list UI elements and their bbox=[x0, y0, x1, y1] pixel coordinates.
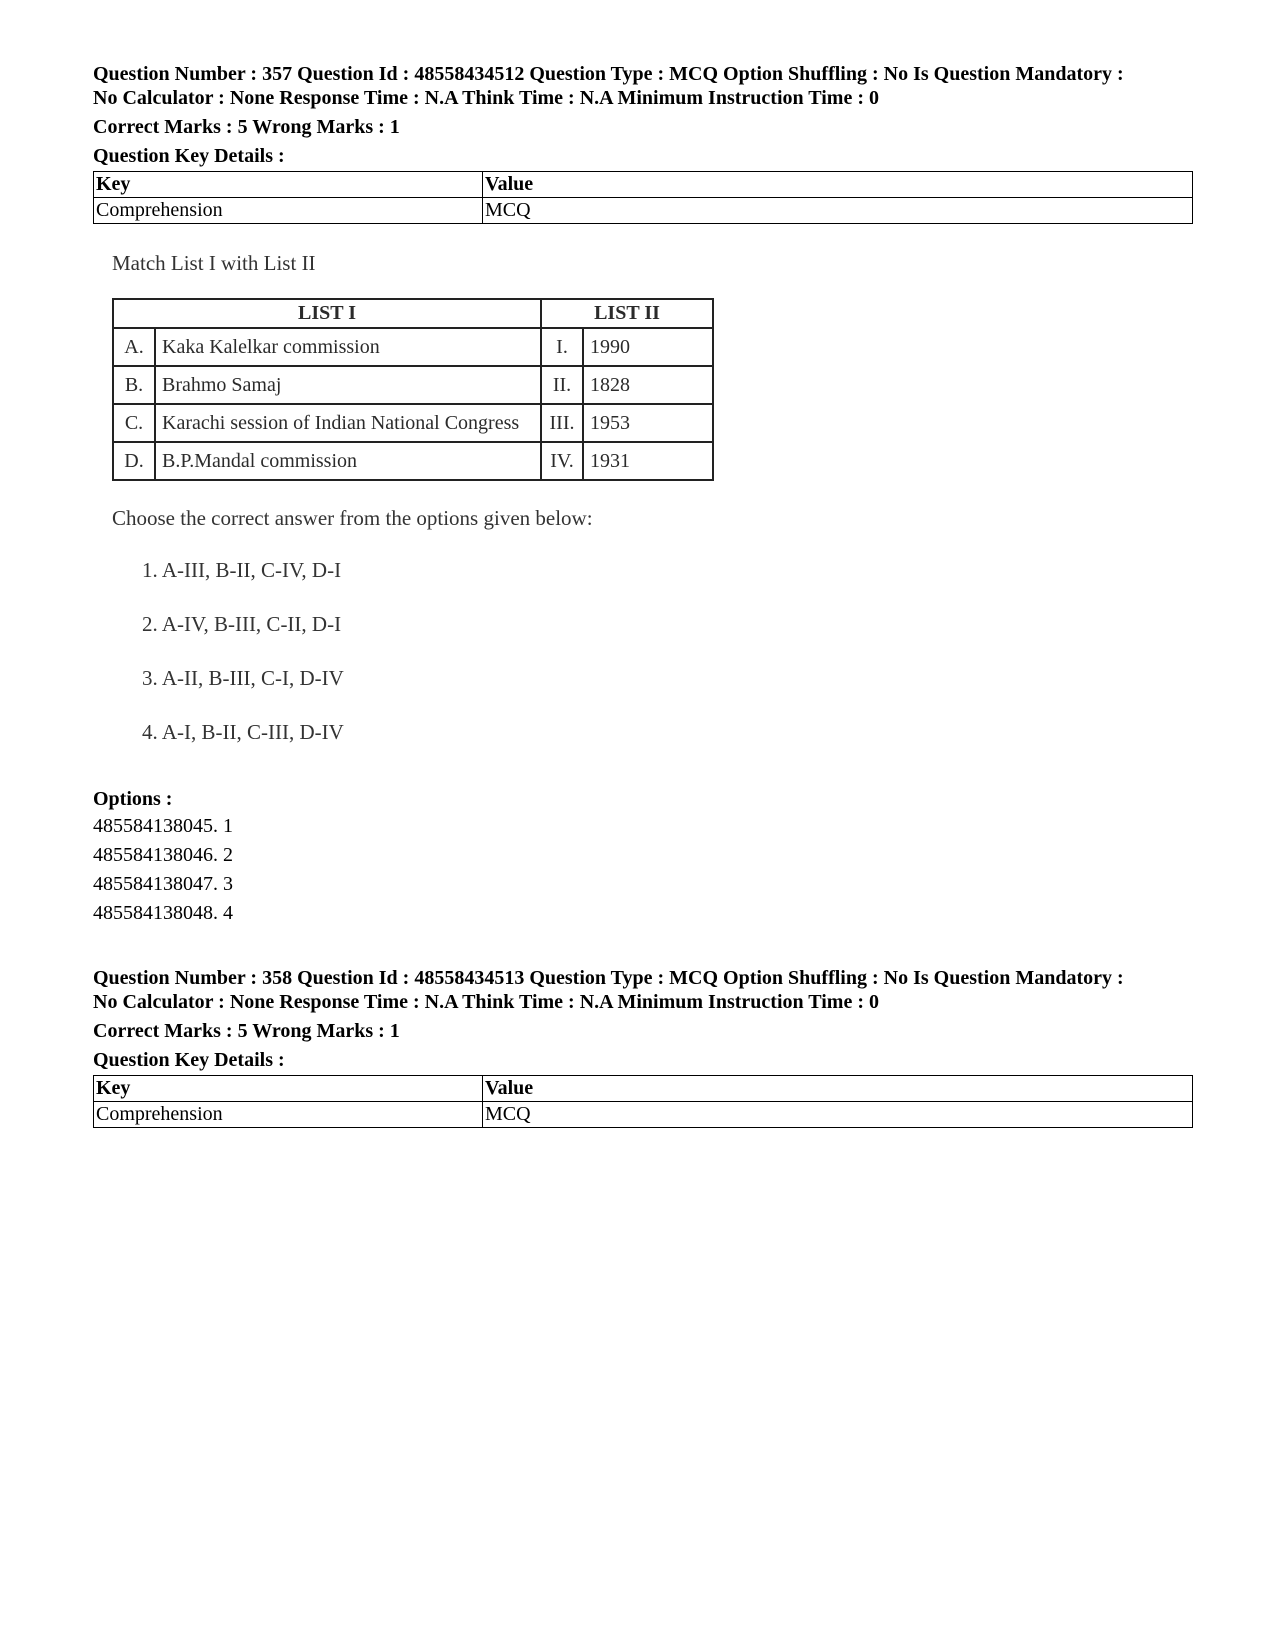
list-2-item: 1953 bbox=[583, 404, 713, 442]
list-1-label: B. bbox=[113, 366, 155, 404]
key-table-row bbox=[94, 198, 1193, 224]
key-table-header-row bbox=[94, 1076, 1193, 1102]
list-2-item: 1828 bbox=[583, 366, 713, 404]
key-details-table bbox=[93, 1075, 1193, 1128]
match-table-row bbox=[113, 442, 713, 480]
match-list-table bbox=[112, 298, 714, 481]
list-2-header: LIST II bbox=[541, 299, 713, 328]
question-meta bbox=[93, 62, 1193, 110]
options-label: Options : bbox=[93, 788, 173, 810]
value-header: Value bbox=[483, 1076, 1193, 1102]
list-1-item: Brahmo Samaj bbox=[155, 366, 541, 404]
match-table-row bbox=[113, 404, 713, 442]
list-2-label: I. bbox=[541, 328, 583, 366]
option-id-row: 485584138047. 3 bbox=[93, 873, 233, 895]
list-1-label: C. bbox=[113, 404, 155, 442]
question-meta-line-2: No Calculator : None Response Time : N.A Think Time : N.A Minimum Instruction Time : 0 bbox=[93, 87, 879, 109]
question-357-header bbox=[93, 62, 1193, 224]
key-header: Key bbox=[94, 1076, 483, 1102]
answer-choice: 3. A-II, B-III, C-I, D-IV bbox=[142, 666, 344, 690]
list-1-label: D. bbox=[113, 442, 155, 480]
list-2-item: 1990 bbox=[583, 328, 713, 366]
question-meta-line-1: Question Number : 357 Question Id : 48558434512 Question Type : MCQ Option Shuffling : No Is Question Mandatory : bbox=[93, 63, 1124, 85]
answer-choice: 4. A-I, B-II, C-III, D-IV bbox=[142, 720, 344, 744]
value-cell: MCQ bbox=[483, 198, 1193, 224]
list-2-label: II. bbox=[541, 366, 583, 404]
option-id-row: 485584138045. 1 bbox=[93, 815, 233, 837]
option-id-row: 485584138046. 2 bbox=[93, 844, 233, 866]
value-cell: MCQ bbox=[483, 1102, 1193, 1128]
value-header: Value bbox=[483, 172, 1193, 198]
question-marks: Correct Marks : 5 Wrong Marks : 1 bbox=[93, 116, 400, 138]
list-2-label: III. bbox=[541, 404, 583, 442]
key-table-row bbox=[94, 1102, 1193, 1128]
match-table-row bbox=[113, 328, 713, 366]
answer-choices-list bbox=[112, 557, 752, 745]
question-meta-line-1: Question Number : 358 Question Id : 48558434513 Question Type : MCQ Option Shuffling : No Is Question Mandatory : bbox=[93, 967, 1124, 989]
key-table-header-row bbox=[94, 172, 1193, 198]
question-357-body bbox=[112, 250, 752, 773]
question-instruction: Match List I with List II bbox=[112, 251, 316, 275]
list-1-item: B.P.Mandal commission bbox=[155, 442, 541, 480]
list-2-label: IV. bbox=[541, 442, 583, 480]
match-table-row bbox=[113, 366, 713, 404]
list-1-item: Karachi session of Indian National Congress bbox=[155, 404, 541, 442]
key-cell: Comprehension bbox=[94, 1102, 483, 1128]
choose-instruction: Choose the correct answer from the options given below: bbox=[112, 506, 593, 530]
question-meta-line-2: No Calculator : None Response Time : N.A Think Time : N.A Minimum Instruction Time : 0 bbox=[93, 991, 879, 1013]
key-header: Key bbox=[94, 172, 483, 198]
list-1-header: LIST I bbox=[113, 299, 541, 328]
list-1-item: Kaka Kalelkar commission bbox=[155, 328, 541, 366]
key-details-table bbox=[93, 171, 1193, 224]
question-meta bbox=[93, 966, 1193, 1014]
question-marks: Correct Marks : 5 Wrong Marks : 1 bbox=[93, 1020, 400, 1042]
option-id-row: 485584138048. 4 bbox=[93, 902, 233, 924]
answer-choice: 2. A-IV, B-III, C-II, D-I bbox=[142, 612, 342, 636]
key-cell: Comprehension bbox=[94, 198, 483, 224]
options-block bbox=[93, 786, 233, 928]
key-details-label: Question Key Details : bbox=[93, 1049, 285, 1071]
key-details-label: Question Key Details : bbox=[93, 145, 285, 167]
question-358-header bbox=[93, 966, 1193, 1128]
list-2-item: 1931 bbox=[583, 442, 713, 480]
answer-choice: 1. A-III, B-II, C-IV, D-I bbox=[142, 558, 342, 582]
match-table-header-row bbox=[113, 299, 713, 328]
list-1-label: A. bbox=[113, 328, 155, 366]
